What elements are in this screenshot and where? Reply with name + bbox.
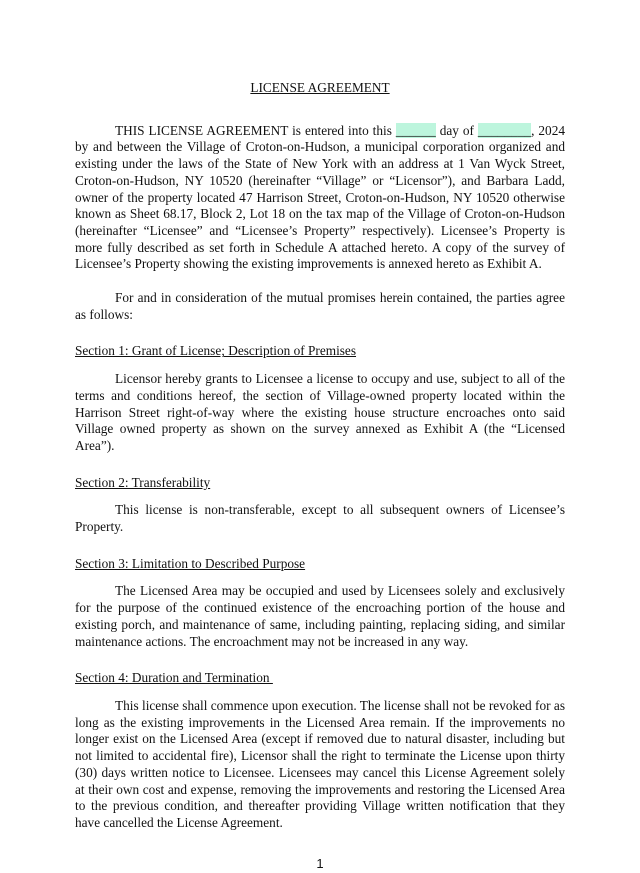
intro-text-start: THIS LICENSE AGREEMENT is entered into this bbox=[115, 122, 396, 138]
month-blank-field[interactable]: ________ bbox=[477, 122, 532, 138]
section-4-body: This license shall commence upon execution. The license shall not be revoked for as long as the existing improvements in the Licensed Area remain. If the improvements no longer exist on the Licensed Area (except if removed due to natural disaster, including but not limited to accidental fire), Licensor shall the right to terminate the License upon thirty (30) days written notice to Licensee. Licensees may cancel this License Agreement solely at their own cost and expense, removing the improvements and restoring the Licensed Area to the previous condition, and thereafter providing Village written notification that they have cancelled the License Agreement. bbox=[75, 697, 565, 830]
intro-text-end: , 2024 by and between the Village of Croton-on-Hudson, a municipal corporation organized and existing under the laws of the State of New York with an address at 1 Van Wyck Street, Croton-on-Hudson, NY 10520 (hereinafter “Village” or “Licensor”), and Barbara Ladd, owner of the property located 47 Harrison Street, Croton-on-Hudson, NY 10520 otherwise known as Sheet 68.17, Block 2, Lot 18 on the tax map of the Village of Croton-on-Hudson (hereinafter “Licensee” and “Licensee’s Property” respectively). Licensee’s Property is more fully described as set forth in Schedule A attached hereto. A copy of the survey of Licensee’s Property showing the existing improvements is annexed hereto as Exhibit A. bbox=[75, 122, 565, 272]
section-2-body: This license is non-transferable, except to all subsequent owners of Licensee’s Property. bbox=[75, 502, 565, 535]
intro-text-mid: day of bbox=[435, 122, 478, 138]
page-number: 1 bbox=[316, 856, 324, 871]
section-1-heading: Section 1: Grant of License; Description of Premises bbox=[75, 343, 357, 359]
section-2-heading: Section 2: Transferability bbox=[75, 474, 211, 490]
section-1-body: Licensor hereby grants to Licensee a license to occupy and use, subject to all of the terms and conditions hereof, the section of Village-owned property located within the Harrison Street right-of-way where the existing house structure encroaches onto said Village owned property as shown on the survey annexed as Exhibit A (the “Licensed Area”). bbox=[75, 371, 565, 453]
section-3-body: The Licensed Area may be occupied and used by Licensees solely and exclusively for the purpose of the continued existence of the encroaching portion of the house and existing porch, and maintenance of same, including painting, replacing siding, and similar maintenance actions. The encroachment may not be increased in any way. bbox=[75, 583, 565, 649]
section-3-heading: Section 3: Limitation to Described Purpose bbox=[75, 555, 306, 571]
section-4-heading: Section 4: Duration and Termination bbox=[75, 670, 273, 686]
intro-paragraph bbox=[75, 123, 565, 273]
day-blank-field[interactable]: ______ bbox=[395, 122, 436, 138]
consideration-paragraph: For and in consideration of the mutual promises herein contained, the parties agree as follows: bbox=[75, 290, 565, 322]
document-title: LICENSE AGREEMENT bbox=[250, 80, 390, 95]
